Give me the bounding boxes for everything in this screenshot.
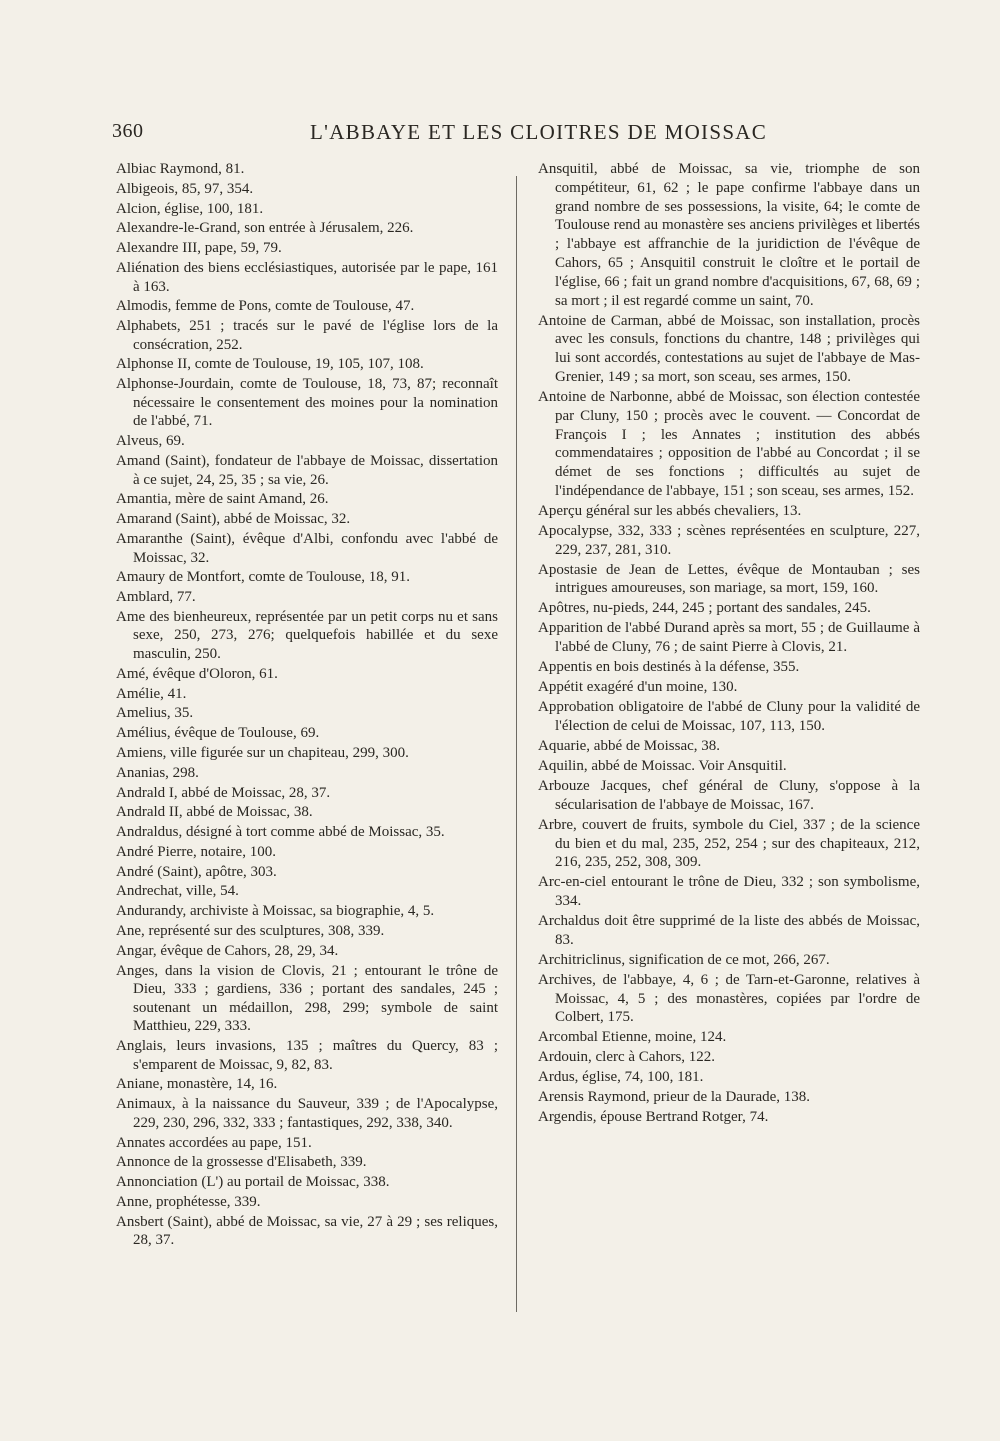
index-entry: Anglais, leurs invasions, 135 ; maîtres du Quercy, 83 ; s'emparent de Moissac, 9, 82, 83.: [116, 1038, 498, 1073]
index-entry: Andrald I, abbé de Moissac, 28, 37.: [116, 784, 331, 801]
index-entry: Amelius, 35.: [116, 705, 194, 722]
index-entry: Alveus, 69.: [116, 433, 185, 450]
index-entry: Annonce de la grossesse d'Elisabeth, 339.: [116, 1154, 367, 1171]
index-entry: Alexandre-le-Grand, son entrée à Jérusalem, 226.: [116, 220, 414, 237]
index-entry: Amélius, évêque de Toulouse, 69.: [116, 725, 320, 742]
index-entry: Amand (Saint), fondateur de l'abbaye de Moissac, dissertation à ce sujet, 24, 25, 35 ; sa vie, 26.: [116, 452, 498, 488]
index-entry: Apôtres, nu-pieds, 244, 245 ; portant des sandales, 245.: [538, 600, 871, 617]
index-entry: Aperçu général sur les abbés chevaliers, 13.: [538, 502, 802, 519]
index-entry: Amantia, mère de saint Amand, 26.: [116, 491, 329, 508]
index-entry: Aquilin, abbé de Moissac. Voir Ansquitil.: [538, 757, 787, 774]
index-entry: Amélie, 41.: [116, 685, 187, 702]
index-entry: Alexandre III, pape, 59, 79.: [116, 240, 282, 257]
index-entry: Amaury de Montfort, comte de Toulouse, 18, 91.: [116, 569, 411, 586]
index-column-left: [116, 160, 498, 1251]
index-entry: Arbre, couvert de fruits, symbole du Ciel, 337 ; de la science du bien et du mal, 235, 252, 254 ; sur des chapiteaux, 212, 216, 235, 252, 308, 309.: [538, 816, 920, 871]
index-entry: Alphabets, 251 ; tracés sur le pavé de l'église lors de la consécration, 252.: [116, 318, 498, 353]
index-entry: Arensis Raymond, prieur de la Daurade, 138.: [538, 1089, 811, 1106]
index-entry: Arc-en-ciel entourant le trône de Dieu, 332 ; son symbolisme, 334.: [538, 874, 920, 910]
index-entry: Arbouze Jacques, chef général de Cluny, s'oppose à la sécularisation de l'abbaye de Moissac, 167.: [538, 777, 920, 813]
index-entry: Arcombal Etienne, moine, 124.: [538, 1029, 727, 1046]
index-entry: Aniane, monastère, 14, 16.: [116, 1076, 278, 1093]
index-entry: Anges, dans la vision de Clovis, 21 ; entourant le trône de Dieu, 333 ; gardiens, 336 ; portant des sandales, 245 ; soutenant un médaillon, 298, 299; symbole de saint Matthieu, 229, 333.: [116, 962, 498, 1035]
index-entry: André Pierre, notaire, 100.: [116, 843, 276, 860]
index-entry: Apocalypse, 332, 333 ; scènes représentées en sculpture, 227, 229, 237, 281, 310.: [538, 522, 920, 558]
index-entry: Aliénation des biens ecclésiastiques, autorisée par le pape, 161 à 163.: [116, 259, 498, 295]
index-entry: Alcion, église, 100, 181.: [116, 200, 264, 217]
index-entry: Andrald II, abbé de Moissac, 38.: [116, 804, 313, 821]
running-title: L'ABBAYE ET LES CLOITRES DE MOISSAC: [310, 120, 768, 144]
index-entry: Archaldus doit être supprimé de la liste des abbés de Moissac, 83.: [538, 913, 920, 948]
index-entry: Andurandy, archiviste à Moissac, sa biographie, 4, 5.: [116, 903, 435, 920]
index-entry: Ardus, église, 74, 100, 181.: [538, 1069, 704, 1086]
index-entry: Animaux, à la naissance du Sauveur, 339 ; de l'Apocalypse, 229, 230, 296, 332, 333 ; fantastiques, 292, 338, 340.: [116, 1096, 498, 1131]
index-entry: Antoine de Narbonne, abbé de Moissac, son élection contestée par Cluny, 150 ; procès avec le couvent. — Concordat de François I ; les Annates ; institution des abbés commendataires ; opposition de l'abbé au Concordat ; il se démet de ses fonctions ; difficultés au sujet de l'indépendance de l'abbaye, 151 ; son sceau, ses armes, 152.: [538, 388, 920, 499]
index-entry: Andraldus, désigné à tort comme abbé de Moissac, 35.: [116, 824, 445, 841]
index-entry: Annonciation (L') au portail de Moissac, 338.: [116, 1174, 390, 1191]
index-entry: Andrechat, ville, 54.: [116, 883, 239, 900]
index-entry: Ananias, 298.: [116, 764, 199, 781]
index-entry: Antoine de Carman, abbé de Moissac, son installation, procès avec les consuls, fonctions du chantre, 148 ; privilèges qui lui sont accordés, contestations au sujet de l'abbaye de Mas-Grenier, 149 ; sa mort, son sceau, ses armes, 150.: [538, 312, 920, 385]
index-entry: Amaranthe (Saint), évêque d'Albi, confondu avec l'abbé de Moissac, 32.: [116, 530, 498, 566]
column-divider: [516, 176, 517, 1312]
page-header: [112, 120, 922, 148]
index-entry: Alphonse-Jourdain, comte de Toulouse, 18, 73, 87; reconnaît nécessaire le consentement des moines pour la nomination de l'abbé, 71.: [116, 376, 498, 430]
index-entry: Albiac Raymond, 81.: [116, 161, 245, 177]
index-entry: Archives, de l'abbaye, 4, 6 ; de Tarn-et-Garonne, relatives à Moissac, 4, 5 ; des monastères, copiées par l'ordre de Colbert, 175.: [538, 971, 920, 1026]
index-entry: Albigeois, 85, 97, 354.: [116, 180, 254, 197]
index-entry: Amiens, ville figurée sur un chapiteau, 299, 300.: [116, 744, 409, 761]
index-entry: Angar, évêque de Cahors, 28, 29, 34.: [116, 942, 339, 959]
index-entry: Annates accordées au pape, 151.: [116, 1134, 312, 1151]
index-entry: Anne, prophétesse, 339.: [116, 1193, 261, 1210]
index-entry: Apparition de l'abbé Durand après sa mort, 55 ; de Guillaume à l'abbé de Cluny, 76 ; de saint Pierre à Clovis, 21.: [538, 620, 920, 656]
page-number: 360: [112, 120, 144, 142]
index-entry: Appentis en bois destinés à la défense, 355.: [538, 659, 800, 676]
index-entry: Apostasie de Jean de Lettes, évêque de Montauban ; ses intrigues amoureuses, son mariage, sa mort, 159, 160.: [538, 561, 920, 597]
index-entry: Architriclinus, signification de ce mot, 266, 267.: [538, 951, 830, 968]
index-entry: Amblard, 77.: [116, 589, 196, 606]
index-entry: Aquarie, abbé de Moissac, 38.: [538, 737, 721, 754]
index-entry: Appétit exagéré d'un moine, 130.: [538, 679, 738, 696]
index-entry: Ane, représenté sur des sculptures, 308, 339.: [116, 922, 385, 939]
index-entry: Argendis, épouse Bertrand Rotger, 74.: [538, 1109, 769, 1126]
index-entry: André (Saint), apôtre, 303.: [116, 863, 277, 880]
index-entry: Alphonse II, comte de Toulouse, 19, 105, 107, 108.: [116, 356, 424, 373]
index-entry: Ame des bienheureux, représentée par un petit corps nu et sans sexe, 250, 273, 276; quelquefois habillée et du sexe masculin, 250.: [116, 608, 498, 663]
index-entry: Amé, évêque d'Oloron, 61.: [116, 665, 278, 682]
index-entry: Almodis, femme de Pons, comte de Toulouse, 47.: [116, 298, 415, 315]
index-entry: Ardouin, clerc à Cahors, 122.: [538, 1049, 716, 1066]
index-entry: Amarand (Saint), abbé de Moissac, 32.: [116, 511, 351, 528]
index-entry: Ansbert (Saint), abbé de Moissac, sa vie, 27 à 29 ; ses reliques, 28, 37.: [116, 1213, 498, 1249]
index-entry: Approbation obligatoire de l'abbé de Cluny pour la validité de l'élection de celui de Moissac, 107, 113, 150.: [538, 699, 920, 734]
index-column-right: [538, 160, 920, 1128]
index-entry: Ansquitil, abbé de Moissac, sa vie, triomphe de son compétiteur, 61, 62 ; le pape confirme l'abbaye dans un grand nombre de ses possessions, la visite, 64; le comte de Toulouse rend au monastère ses anciens privilèges et libertés ; l'abbaye est affranchie de la juridiction de l'évêque de Cahors, 65 ; Ansquitil construit le cloître et le portail de l'église, 66 ; fait un grand nombre d'acquisitions, 67, 68, 69 ; sa mort ; il est regardé comme un saint, 70.: [538, 161, 920, 309]
